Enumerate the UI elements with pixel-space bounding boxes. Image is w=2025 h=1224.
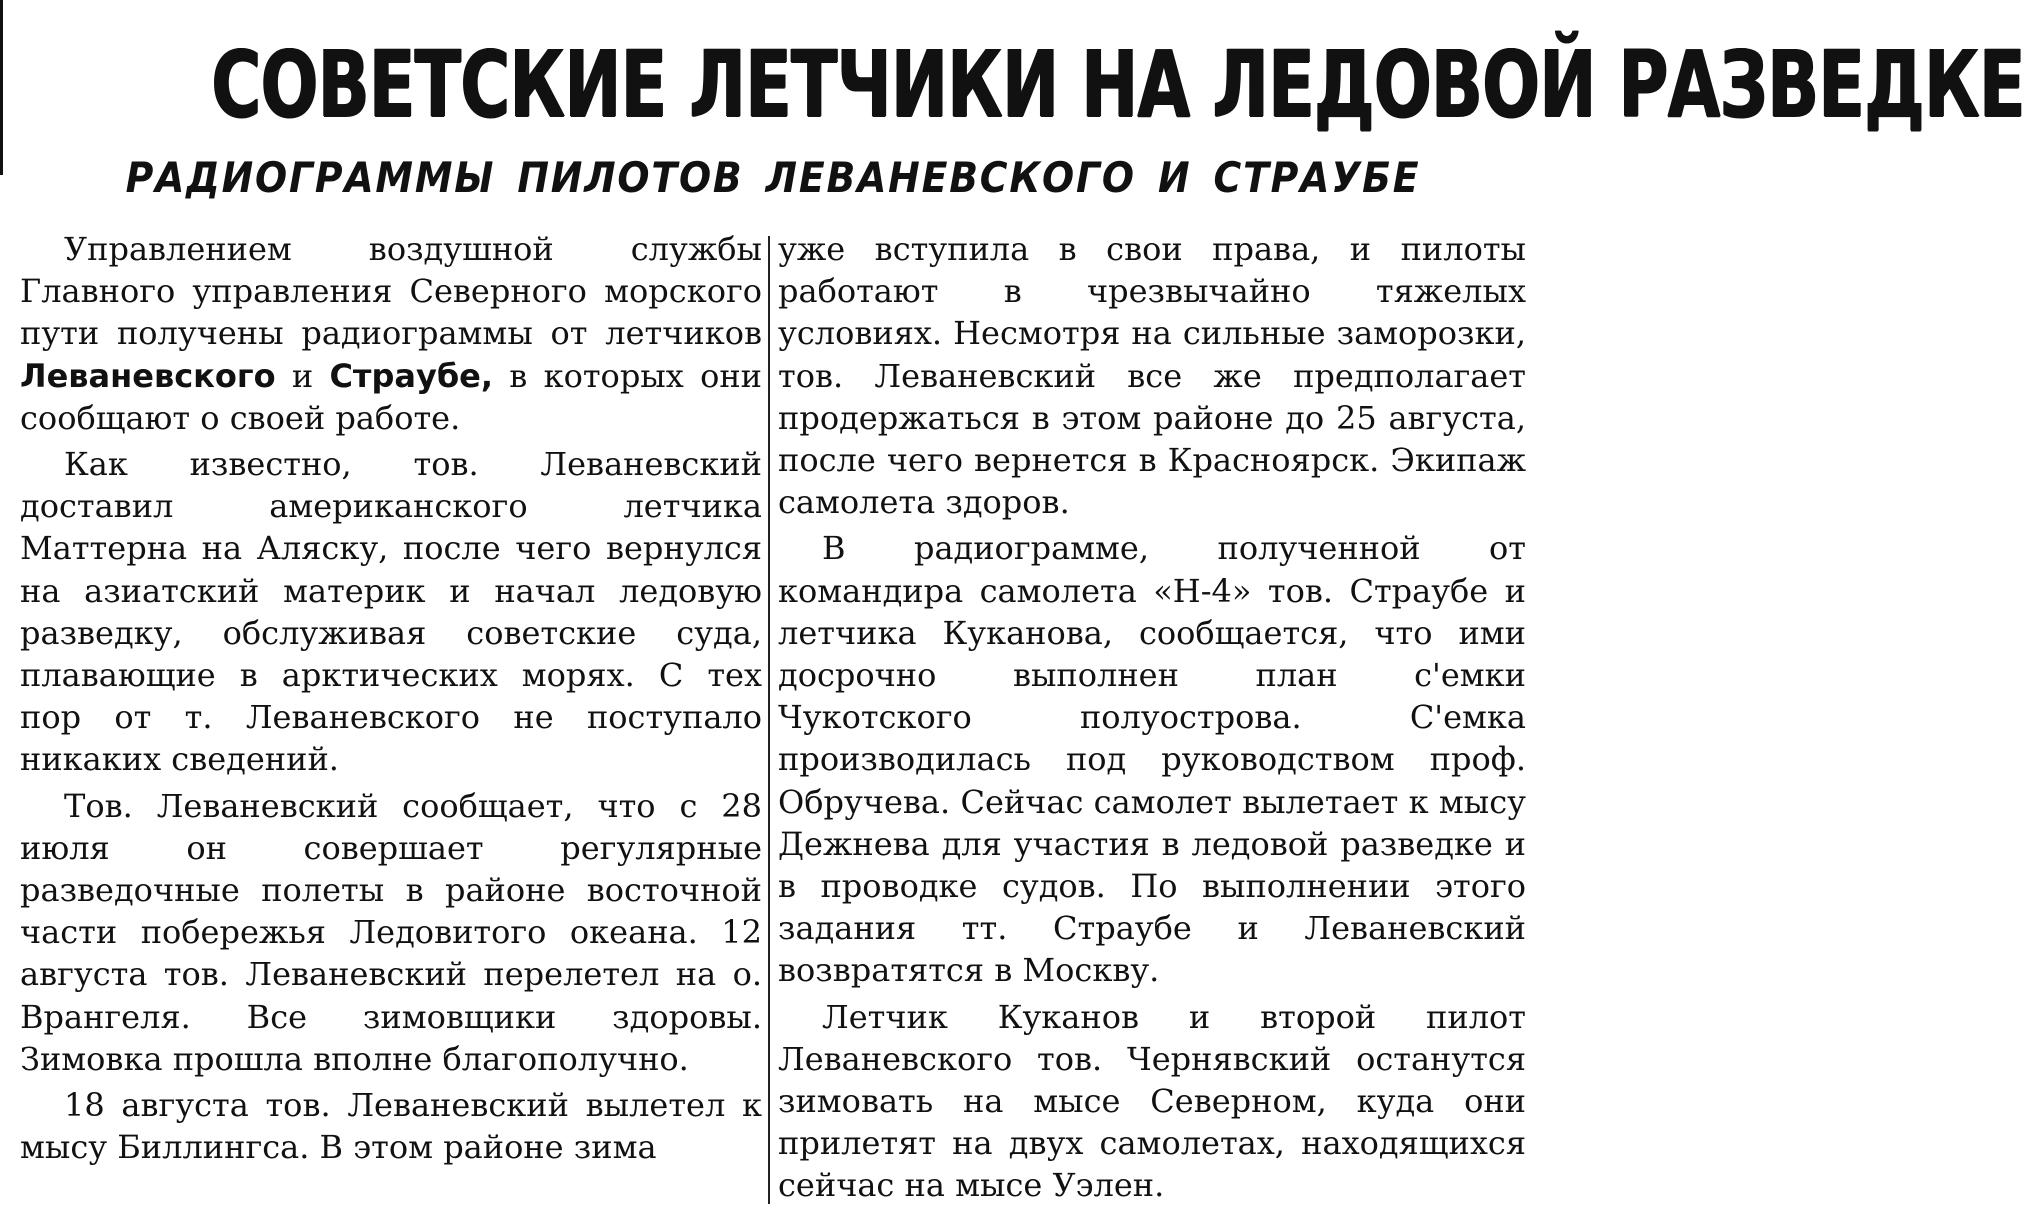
lead-conjunction: и [275,356,330,395]
lead-paragraph [20,228,762,439]
paragraph-billings-continued: уже вступила в свои права, и пилоты работают в чрезвычайно тяжелых условиях. Несмотря на сильные заморозки, тов. Леваневский все же предполагает продержаться в этом районе до 25 августа, после чего вернется в Красноярск. Экипаж самолета здоров. [778,230,1526,522]
paragraph-report: Тов. Леваневский сообщает, что с 28 июля он совершает регулярные разведочные полеты в районе восточной части побережья Ледовитого океана. 12 августа тов. Леваневский перелетел на о. Врангеля. Все зимовщики здоровы. Зимовка прошла вполне благополучно. [20,786,762,1078]
pilot-name-levanevsky: Леваневского [20,356,276,395]
left-column [20,228,762,1208]
paragraph-billings-start: 18 августа тов. Леваневский вылетел к мысу Биллингса. В этом районе зима [20,1086,762,1167]
pilot-name-straube: Страубе, [329,356,494,395]
lead-text-end: в которых они сообщают о своей работе. [20,356,763,437]
column-divider [768,236,770,1204]
paragraph-wintering: Летчик Куканов и второй пилот Леваневского тов. Чернявский останутся зимовать на мысе Северном, куда они прилетят на двух самолетах, находящихся сейчас на мысе Уэлен. [778,997,1526,1205]
paragraph-straube: В радиограмме, полученной от командира самолета «Н-4» тов. Страубе и летчика Куканова, сообщается, что ими досрочно выполнен план с'емки Чукотского полуострова. С'емка производилась под руководством проф. Обручева. Сейчас самолет вылетает к мысу Дежнева для участия в ледовой разведке и в проводке судов. По выполнении этого задания тт. Страубе и Леваневский возвратятся в Москву. [778,529,1526,990]
right-column [778,228,1526,1208]
paragraph-background: Как известно, тов. Леваневский доставил американского летчика Маттерна на Аляску, после чего вернулся на азиатский материк и начал ледовую разведку, обслуживая советские суда, плавающие в арктических морях. С тех пор от т. Леваневского не поступало никаких сведений. [20,445,762,779]
lead-text-start: Управлением воздушной службы Главного управления Северного морского пути получены радиограммы от летчиков [20,230,762,353]
subheadline: РАДИОГРАММЫ ПИЛОТОВ ЛЕВАНЕВСКОГО И СТРАУБЕ [125,153,1421,202]
page-edge-rule [0,0,3,175]
headline: СОВЕТСКИЕ ЛЕТЧИКИ НА ЛЕДОВОЙ РАЗВЕДКЕ [211,31,2025,138]
